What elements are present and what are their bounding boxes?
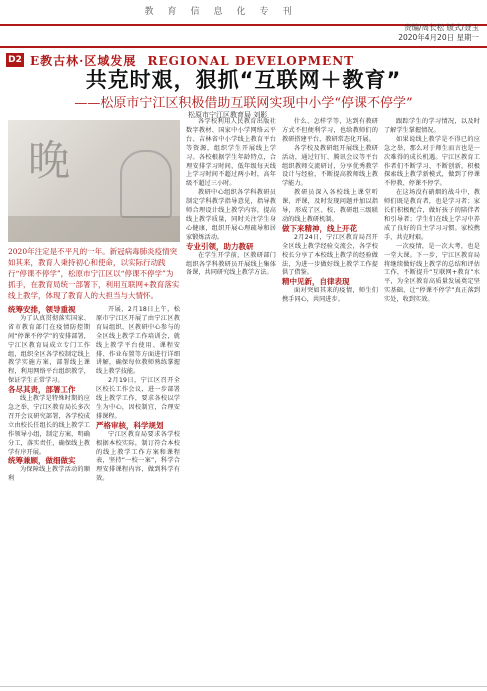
- paragraph: 如果说线上教学是不得已的应急之举，那么对于师生而言也是一次难得的成长机遇。宁江区教育工作者们不断学习、不断创新，积极探索线上教学新模式，做到了停课不停教、停课不停学。: [384, 135, 480, 188]
- editor-credit: 责编/周长松 版式/聂玉: [404, 23, 479, 32]
- paragraph: 2月24日，宁江区教育局召开全区线上教学经验交流会，各学校校长分享了本校线上教学的经验做法，为进一步做好线上教学工作提供了借鉴。: [282, 233, 378, 277]
- newspaper-motto: 教育信息化专刊: [144, 7, 306, 17]
- paragraph: 为了认真贯彻落实国家、省市教育部门在疫情防控期间“停课不停学”的安排部署，宁江区教育局成立专门工作组，组织全区各学校制定线上教学实施方案，部署线上课程，利用网络平台组织教学，保证学生正常学习。: [8, 314, 90, 385]
- paragraph: 在学生开学前，区教研部门组织各学科教研员开展线上集体备课，共同研究线上教学方法。: [186, 251, 276, 277]
- paragraph: 各学校及教研组开展线上教研活动，通过钉钉、腾讯会议等平台组织教师交流研讨，分享优秀教学设计与经验，不断提高教师线上教学能力。: [282, 144, 378, 188]
- article-byline: 松原市宁江区教育局 刘影: [188, 111, 268, 119]
- top-strip: [0, 0, 487, 22]
- section-title-zh: E教古林·区域发展: [30, 54, 137, 68]
- paragraph: 什么、怎样学等，达到有教研方式不但便利学习，也给教师们的教研搭建平台，教研常态化开展。: [282, 118, 378, 143]
- paragraph: 开展，2月18日上午，松原市宁江区开展了由宁江区教育局组织、区教研中心参与的全区线上教学工作培训会，就线上教学平台使用、课程安排、作业布置等方面进行详细讲解，确保每位教师熟练掌握线上教学技能。: [96, 306, 180, 376]
- lamp-graphic: [120, 150, 172, 218]
- section-heading: 统筹兼顾，做细做实: [8, 456, 76, 466]
- column-5: [384, 118, 480, 305]
- column-4: [282, 118, 378, 305]
- paragraph: 线上教学是特殊时期的应急之举，宁江区教育局长多次召开会议研究部署，各学校成立由校长任组长的线上教学工作领导小组，制定方案，明确分工，落实责任，确保线上教学有序开展。: [8, 395, 90, 456]
- section-title-en: REGIONAL DEVELOPMENT: [147, 54, 355, 68]
- paragraph: 一次疫情，是一次大考，也是一堂大课。下一步，宁江区教育局将继续做好线上教学的总结和评估工作，不断提升“互联网+教育”水平，为全区教育高质量发展奠定坚实基础，让“停课不停学”真正落到实处，收到实效。: [384, 242, 480, 304]
- paragraph: 宁江区教育局要求各学校根据本校实际，制订符合本校的线上教学工作方案和课程表，坚持“一校一案”，科学合理安排课程内容，做到科学有效。: [96, 430, 180, 483]
- article-subhead: ——松原市宁江区积极借助互联网实现中小学“停课不停学”: [74, 96, 413, 111]
- section-heading: 专业引领，助力教研: [186, 241, 254, 251]
- issue-meta: [398, 23, 479, 43]
- calligraphy-graphic: 晚: [28, 136, 71, 185]
- section-heading: 严格审核，科学规划: [96, 420, 164, 430]
- article-photo: [8, 120, 180, 242]
- section-heading: 做下来精神，线上开花: [282, 223, 357, 233]
- paragraph: 跟踪学生的学习情况，以及时了解学生掌握情况。: [384, 118, 480, 134]
- paragraph: 为保障线上教学活动的顺利: [8, 466, 90, 483]
- section-heading: 统筹安排，领导重视: [8, 305, 76, 314]
- column-1: [8, 306, 90, 484]
- paragraph: 教研中心组织各学科教研员制定学科教学指导意见，指导教师合理设计线上教学内容，提高线上教学质量，同时关注学生身心健康，组织开展心理疏导和居家锻炼活动。: [186, 189, 276, 241]
- section-heading: 精中见新，自律表现: [282, 277, 350, 287]
- issue-date: 2020年4月20日 星期一: [398, 33, 479, 42]
- column-3: [186, 118, 276, 278]
- paragraph: 教研员深入各校线上课堂听课、评课，及时发现问题并加以指导，形成了区、校、教研组三级联动的线上教研机制。: [282, 189, 378, 223]
- paragraph: 各学校利用人民教育出版社数字教材、国家中小学网络云平台、吉林省中小学线上教育平台等资源，组织学生开展线上学习。各校根据学生年龄特点，合理安排学习时间，低年级每天线上学习时间不超过两小时，高年级不超过三小时。: [186, 118, 276, 188]
- article-intro: 2020年注定是不平凡的一年。新冠病毒肺炎疫情突如其来，教育人秉持初心和使命，以实际行动践行“停课不停学”，松原市宁江区以“停课不停学”为抓手，在教育局统一部署下，利用互联网+教育落实线上教学，体现了教育人的大担当与大情怀。: [8, 247, 180, 300]
- article-headline: 共克时艰，狠抓“互联网＋教育”: [85, 68, 402, 92]
- paragraph: 面对突如其来的疫情，师生们携手同心，共同进步。: [282, 287, 378, 304]
- paragraph: 在这场没有硝烟的战斗中，教师们既是教育者，也是学习者；家长们积极配合，做好孩子的陪伴者和引导者；学生们在线上学习中养成了良好的自主学习习惯。家校携手，共克时艰。: [384, 189, 480, 241]
- bottom-rule: [0, 686, 487, 687]
- paragraph: 2月19日，宁江区召开全区校长工作会议，进一步部署线上教学工作，要求各校以学生为中心，因校制宜，合理安排课程。: [96, 377, 180, 420]
- photo-shade: [8, 216, 180, 242]
- column-2: [96, 306, 180, 484]
- section-heading: 各尽其责，部署工作: [8, 385, 76, 395]
- page-code: D2: [6, 53, 24, 67]
